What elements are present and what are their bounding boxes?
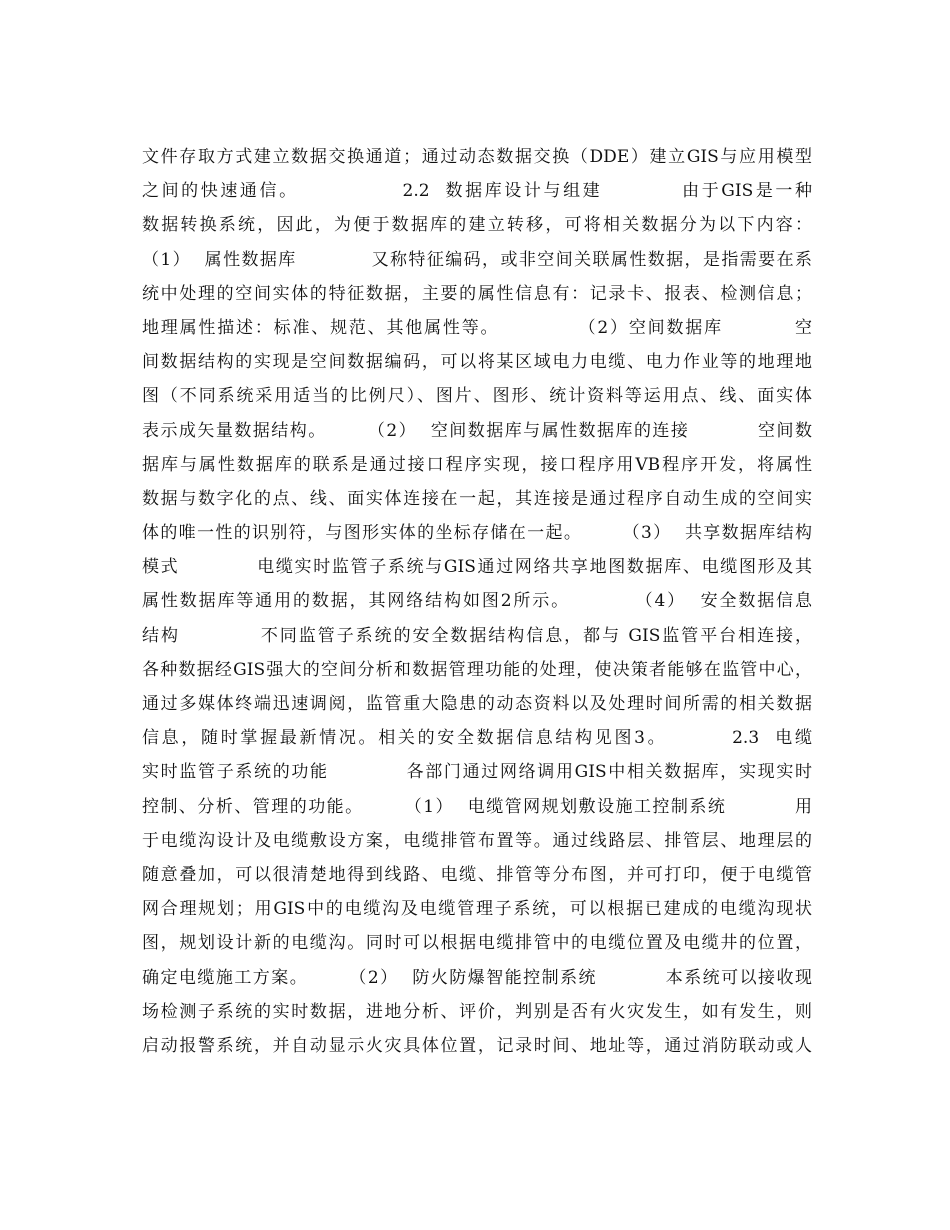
text-line: 属性数据库等通用的数据，其网络结构如图2所示。 （4） 安全数据信息 [142,591,812,612]
text-line: 于电缆沟设计及电缆敷设方案，电缆排管布置等。通过线路层、排管层、地理层的 [142,830,812,851]
text-line: 随意叠加，可以很清楚地得到线路、电缆、排管等分布图，并可打印，便于电缆管 [142,864,812,885]
text-line: 地理属性描述：标准、规范、其他属性等。 （2）空间数据库 空 [142,317,812,338]
text-line: 图，规划设计新的电缆沟。同时可以根据电缆排管中的电缆位置及电缆井的位置， [142,933,812,954]
text-line: 文件存取方式建立数据交换通道；通过动态数据交换（DDE）建立GIS与应用模型 [142,147,812,167]
text-line: 数据与数字化的点、线、面实体连接在一起，其连接是通过程序自动生成的空间实 [142,488,812,509]
text-line: 场检测子系统的实时数据，进地分析、评价，判别是否有火灾发生，如有发生，则 [142,1001,812,1022]
text-line: 图（不同系统采用适当的比例尺）、图片、图形、统计资料等运用点、线、面实体 [142,386,812,407]
body-text [142,140,812,1063]
text-line: 之间的快速通信。 2.2 数据库设计与组建 由于GIS是一种 [142,181,812,202]
text-line: 体的唯一性的识别符，与图形实体的坐标存储在一起。 （3） 共享数据库结构 [142,523,812,544]
text-line: 统中处理的空间实体的特征数据，主要的属性信息有：记录卡、报表、检测信息； [142,283,812,304]
text-line: 通过多媒体终端迅速调阅，监管重大隐患的动态资料以及处理时间所需的相关数据 [142,694,812,714]
text-line: 启动报警系统，并自动显示火灾具体位置，记录时间、地址等，通过消防联动或人 [142,1035,812,1056]
text-line: 网合理规划；用GIS中的电缆沟及电缆管理子系统，可以根据已建成的电缆沟现状 [142,899,812,920]
text-line: 模式 电缆实时监管子系统与GIS通过网络共享地图数据库、电缆图形及其 [142,557,812,578]
text-line: 控制、分析、管理的功能。 （1） 电缆管网规划敷设施工控制系统 用 [142,796,812,817]
text-line: 表示成矢量数据结构。 （2） 空间数据库与属性数据库的连接 空间数 [142,420,812,441]
text-line: 实时监管子系统的功能 各部门通过网络调用GIS中相关数据库，实现实时 [142,762,812,783]
text-line: 数据转换系统，因此，为便于数据库的建立转移，可将相关数据分为以下内容： [142,215,812,236]
text-line: （1） 属性数据库 又称特征编码，或非空间关联属性数据，是指需要在系 [142,249,812,270]
text-line: 各种数据经GIS强大的空间分析和数据管理功能的处理，使决策者能够在监管中心， [142,659,812,680]
text-line: 间数据结构的实现是空间数据编码，可以将某区域电力电缆、电力作业等的地理地 [142,352,812,373]
text-line: 据库与属性数据库的联系是通过接口程序实现，接口程序用VB程序开发，将属性 [142,454,812,475]
text-line: 结构 不同监管子系统的安全数据结构信息，都与 GIS监管平台相连接， [142,625,812,646]
text-line: 信息，随时掌握最新情况。相关的安全数据信息结构见图3。 2.3 电缆 [142,728,812,749]
text-line: 确定电缆施工方案。 （2） 防火防爆智能控制系统 本系统可以接收现 [142,967,812,988]
